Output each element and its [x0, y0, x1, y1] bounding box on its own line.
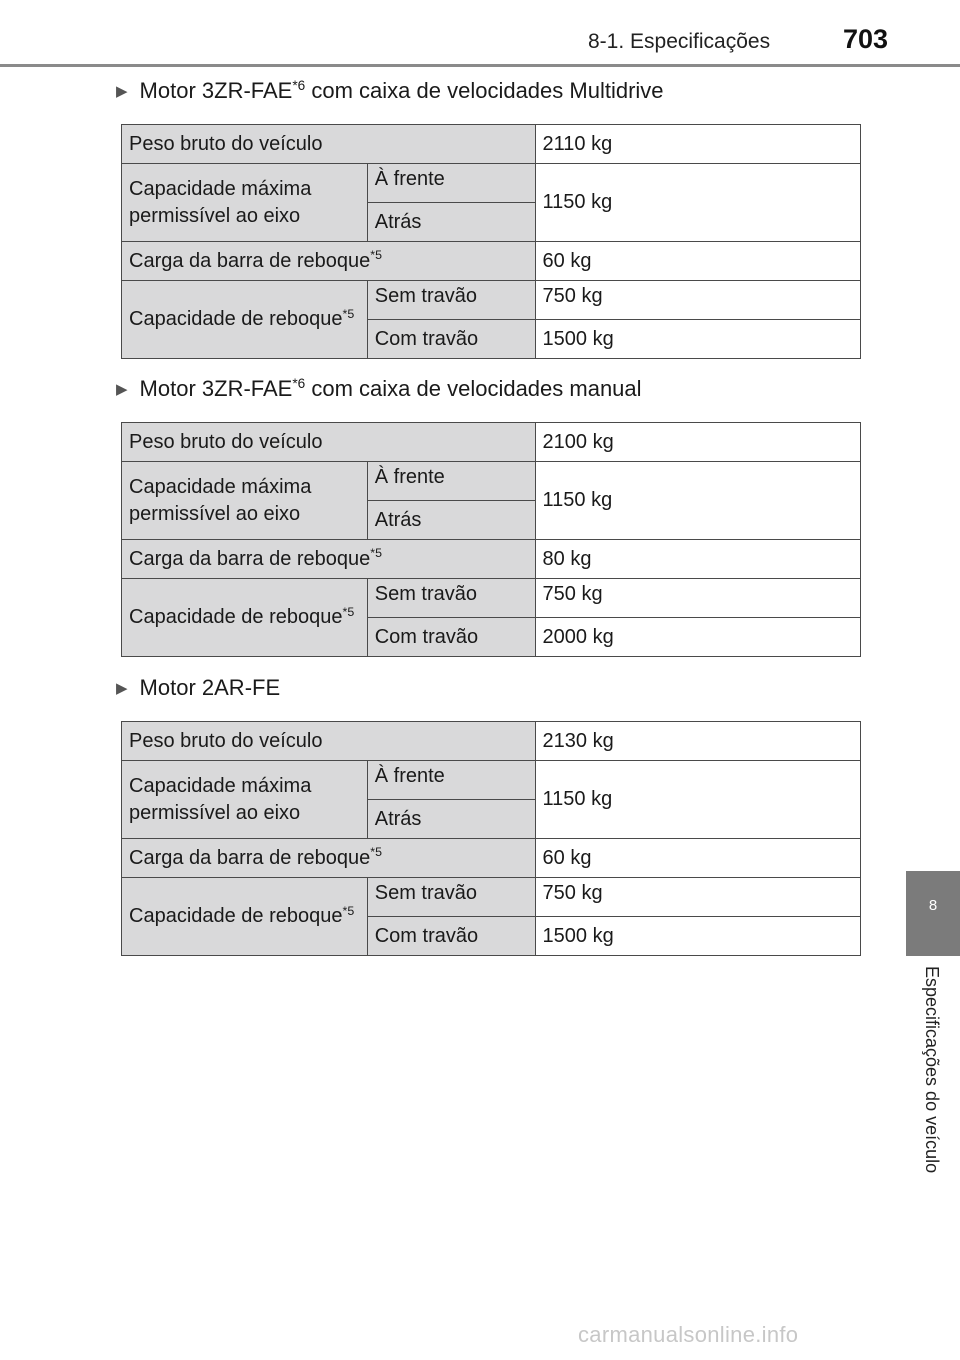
table-row	[122, 579, 861, 618]
table-row	[122, 281, 861, 320]
table-row	[122, 423, 861, 462]
tow-bar-label: Carga da barra de reboque$^{*5}$	[122, 839, 536, 878]
section-heading-multidrive: ▶ Motor 3ZR-FAE$^{*6}$ com caixa de velocidades Multidrive	[116, 77, 664, 103]
table-row	[122, 164, 861, 203]
spec-table-multidrive	[121, 124, 861, 359]
table-row	[122, 462, 861, 501]
tow-bar-value: 60 kg	[535, 839, 860, 878]
unbraked-value: 750 kg	[535, 878, 860, 917]
axle-capacity-label: Capacidade máxima permissível ao eixo	[122, 164, 368, 242]
front-label: À frente	[367, 462, 535, 501]
triangle-bullet-icon: ▶	[116, 381, 128, 398]
unbraked-value: 750 kg	[535, 281, 860, 320]
tow-bar-label: Carga da barra de reboque$^{*5}$	[122, 540, 536, 579]
table-row	[122, 540, 861, 579]
header-divider	[0, 64, 960, 67]
braked-label: Com travão	[367, 618, 535, 657]
spec-table-2ar-fe	[121, 721, 861, 956]
table-row	[122, 125, 861, 164]
page-number: 703	[843, 24, 889, 54]
section-heading-2ar-fe: ▶ Motor 2AR-FE	[116, 675, 281, 700]
braked-value: 1500 kg	[535, 917, 860, 956]
axle-capacity-value: 1150 kg	[535, 462, 860, 540]
watermark: carmanualsonline.info	[578, 1322, 799, 1347]
unbraked-value: 750 kg	[535, 579, 860, 618]
chapter-title-vertical: Especificações do veículo	[922, 966, 942, 1174]
rear-label: Atrás	[367, 203, 535, 242]
braked-label: Com travão	[367, 917, 535, 956]
unbraked-label: Sem travão	[367, 878, 535, 917]
section-title: 8-1. Especificações	[588, 30, 771, 53]
triangle-bullet-icon: ▶	[116, 83, 128, 100]
section-heading-manual: ▶ Motor 3ZR-FAE$^{*6}$ com caixa de velocidades manual	[116, 375, 642, 401]
gross-weight-label: Peso bruto do veículo	[122, 722, 536, 761]
table-row	[122, 722, 861, 761]
towing-capacity-label: Capacidade de reboque$^{*5}$	[122, 579, 368, 657]
spec-table-manual	[121, 422, 861, 657]
footnote-ref: *6	[292, 375, 306, 391]
table-row	[122, 839, 861, 878]
towing-capacity-label: Capacidade de reboque$^{*5}$	[122, 878, 368, 956]
towing-capacity-label: Capacidade de reboque$^{*5}$	[122, 281, 368, 359]
axle-capacity-label: Capacidade máxima permissível ao eixo	[122, 761, 368, 839]
triangle-bullet-icon: ▶	[116, 680, 128, 697]
axle-capacity-value: 1150 kg	[535, 761, 860, 839]
front-label: À frente	[367, 164, 535, 203]
gross-weight-label: Peso bruto do veículo	[122, 125, 536, 164]
gross-weight-label: Peso bruto do veículo	[122, 423, 536, 462]
rear-label: Atrás	[367, 501, 535, 540]
braked-value: 2000 kg	[535, 618, 860, 657]
table-row	[122, 878, 861, 917]
tow-bar-label: Carga da barra de reboque$^{*5}$	[122, 242, 536, 281]
gross-weight-value: 2100 kg	[535, 423, 860, 462]
table-row	[122, 242, 861, 281]
rear-label: Atrás	[367, 800, 535, 839]
chapter-tab: 8	[906, 871, 960, 956]
unbraked-label: Sem travão	[367, 281, 535, 320]
front-label: À frente	[367, 761, 535, 800]
gross-weight-value: 2110 kg	[535, 125, 860, 164]
tow-bar-value: 60 kg	[535, 242, 860, 281]
axle-capacity-value: 1150 kg	[535, 164, 860, 242]
table-row	[122, 761, 861, 800]
gross-weight-value: 2130 kg	[535, 722, 860, 761]
braked-value: 1500 kg	[535, 320, 860, 359]
tow-bar-value: 80 kg	[535, 540, 860, 579]
braked-label: Com travão	[367, 320, 535, 359]
footnote-ref: *6	[292, 77, 306, 93]
unbraked-label: Sem travão	[367, 579, 535, 618]
axle-capacity-label: Capacidade máxima permissível ao eixo	[122, 462, 368, 540]
